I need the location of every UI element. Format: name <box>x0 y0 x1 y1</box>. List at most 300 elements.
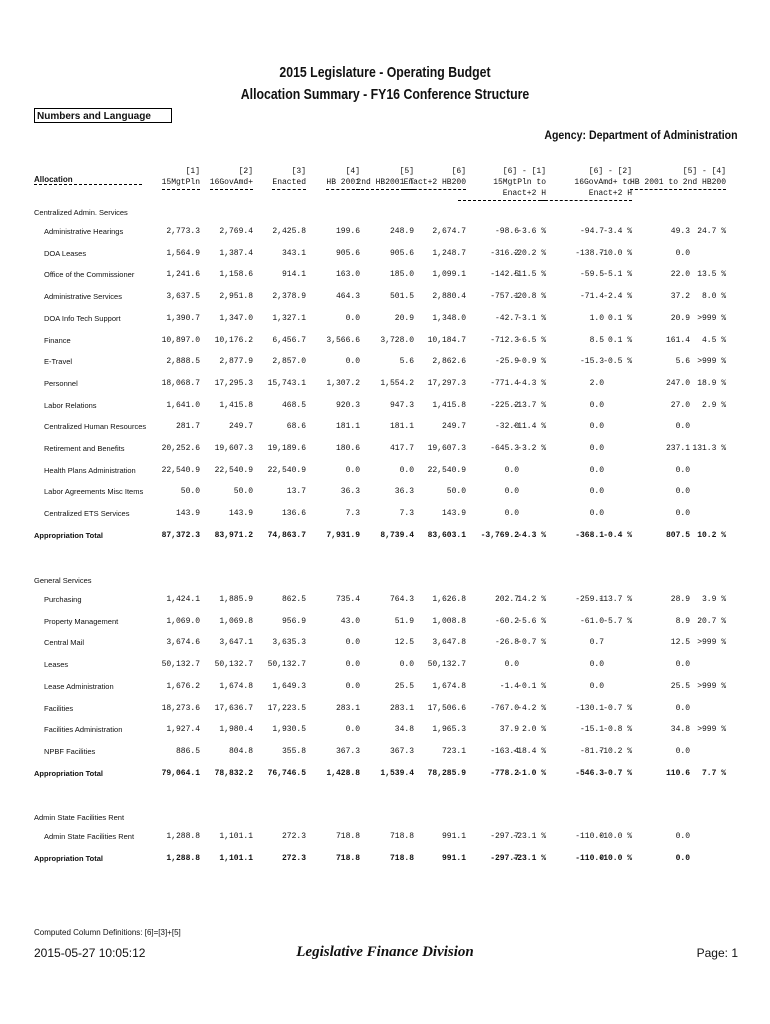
cell-value: -0.7 % <box>517 638 546 648</box>
cell-value: 1,927.4 <box>166 725 200 735</box>
cell-value: -110.0 <box>575 853 604 863</box>
cell-value: -757.1 <box>490 292 519 302</box>
column-title: 16GovAmd+ <box>210 177 253 190</box>
allocation-label: Administrative Services <box>44 292 122 302</box>
cell-value: 272.3 <box>281 832 306 841</box>
division-name: Legislative Finance Division <box>296 944 474 960</box>
cell-value: 3,647.1 <box>219 638 253 648</box>
column-title: 15MgtPln to Enact+2 H <box>458 177 546 201</box>
column-title: Enact+2 HB200 <box>404 177 466 190</box>
cell-value: 199.6 <box>335 227 360 236</box>
cell-value: 19,607.3 <box>214 444 253 453</box>
table-row <box>0 466 770 478</box>
cell-value: 50,132.7 <box>427 660 466 670</box>
cell-value: 1,069.0 <box>166 616 200 626</box>
cell-value: -297.7 <box>490 853 519 863</box>
cell-value: 1,649.3 <box>272 681 306 691</box>
cell-value: 18.9 % <box>697 378 726 388</box>
cell-value: 34.8 <box>394 725 414 735</box>
cell-value: 1,641.0 <box>166 400 200 410</box>
cell-value: 1,158.6 <box>219 270 253 280</box>
cell-value: 8,739.4 <box>380 530 414 540</box>
cell-value: 37.2 <box>670 292 690 302</box>
cell-value: 19,607.3 <box>427 444 466 453</box>
cell-value: 185.0 <box>389 270 414 280</box>
cell-value: -771.4 <box>490 378 519 388</box>
cell-value: 0.0 <box>589 509 604 519</box>
cell-value: 0.0 <box>589 660 604 670</box>
cell-value: -130.1 <box>575 703 604 713</box>
cell-value: 0.0 <box>589 487 604 497</box>
cell-value: 18,273.6 <box>161 703 200 713</box>
cell-value: 20.9 <box>670 313 690 323</box>
cell-value: 12.5 <box>394 638 414 648</box>
cell-value: 20,252.6 <box>161 444 200 453</box>
cell-value: 2,769.4 <box>219 227 253 236</box>
report-subtitle: Allocation Summary - FY16 Conference Structure <box>240 86 530 103</box>
cell-value: 143.9 <box>441 509 466 519</box>
cell-value: >999 % <box>697 725 726 735</box>
cell-value: 0.0 <box>589 465 604 475</box>
cell-value: 0.0 <box>675 703 690 713</box>
cell-value: 181.1 <box>335 422 360 432</box>
cell-value: 804.8 <box>228 746 253 756</box>
appropriation-total-row <box>0 769 770 781</box>
cell-value: 0.0 <box>504 465 519 475</box>
cell-value: -10.0 % <box>598 248 632 258</box>
table-row <box>0 704 770 716</box>
cell-value: -368.1 <box>575 530 604 540</box>
cell-value: 0.0 <box>675 465 690 475</box>
column-title: HB 2001 to 2nd HB200 <box>630 177 726 190</box>
column-number: [1] <box>185 167 200 176</box>
allocation-label: Retirement and Benefits <box>44 444 125 453</box>
cell-value: -1.0 % <box>517 768 546 778</box>
cell-value: 50,132.7 <box>214 660 253 670</box>
cell-value: 0.0 <box>345 465 360 475</box>
column-title: HB 2001 <box>326 177 360 190</box>
cell-value: 718.8 <box>389 832 414 841</box>
cell-value: 0.0 <box>345 313 360 323</box>
table-row <box>0 227 770 239</box>
cell-value: 2,674.7 <box>432 227 466 236</box>
cell-value: 20.7 % <box>697 616 726 626</box>
cell-value: 248.9 <box>389 227 414 236</box>
cell-value: 2,378.9 <box>272 292 306 302</box>
cell-value: 1,980.4 <box>219 725 253 735</box>
column-number: [6] <box>451 167 466 176</box>
cell-value: -0.9 % <box>517 357 546 367</box>
cell-value: 0.0 <box>504 660 519 670</box>
cell-value: 247.0 <box>665 378 690 388</box>
cell-value: 161.4 <box>665 335 690 345</box>
cell-value: -4.3 % <box>517 530 546 540</box>
cell-value: 2,880.4 <box>432 292 466 302</box>
cell-value: 1,428.8 <box>326 768 360 778</box>
total-label: Appropriation Total <box>34 768 104 778</box>
cell-value: -3.4 % <box>603 227 632 236</box>
cell-value: 7.7 % <box>701 768 726 778</box>
cell-value: -6.5 % <box>517 335 546 345</box>
cell-value: 87,372.3 <box>161 530 200 540</box>
cell-value: 2.9 % <box>701 400 726 410</box>
cell-value: 74,863.7 <box>267 530 306 540</box>
cell-value: 180.6 <box>335 444 360 453</box>
cell-value: -5.7 % <box>603 616 632 626</box>
cell-value: 807.5 <box>665 530 690 540</box>
cell-value: 15,743.1 <box>267 378 306 388</box>
cell-value: 2,857.0 <box>272 357 306 367</box>
cell-value: 2,773.3 <box>166 227 200 236</box>
cell-value: 1,101.1 <box>219 853 253 863</box>
cell-value: 1,288.8 <box>166 832 200 841</box>
cell-value: 83,971.2 <box>214 530 253 540</box>
total-label: Appropriation Total <box>34 530 104 540</box>
cell-value: -5.1 % <box>603 270 632 280</box>
cell-value: 862.5 <box>281 595 306 604</box>
cell-value: -4.2 % <box>517 703 546 713</box>
allocation-label: Health Plans Administration <box>44 465 136 475</box>
cell-value: >999 % <box>697 638 726 648</box>
cell-value: 1,564.9 <box>166 248 200 258</box>
cell-value: 272.3 <box>281 853 306 863</box>
cell-value: 3,635.3 <box>272 638 306 648</box>
cell-value: 1,554.2 <box>380 378 414 388</box>
section-header: Admin State Facilities Rent <box>34 813 125 822</box>
cell-value: 28.9 <box>670 595 690 604</box>
cell-value: -142.5 <box>490 270 519 280</box>
cell-value: -3.6 % <box>517 227 546 236</box>
cell-value: 3,637.5 <box>166 292 200 302</box>
cell-value: -225.2 <box>490 400 519 410</box>
cell-value: 1,930.5 <box>272 725 306 735</box>
column-number: [3] <box>291 167 306 176</box>
table-row <box>0 747 770 759</box>
cell-value: 281.7 <box>175 422 200 432</box>
cell-value: 0.0 <box>345 725 360 735</box>
cell-value: 22.0 <box>670 270 690 280</box>
cell-value: 22,540.9 <box>161 465 200 475</box>
cell-value: -5.6 % <box>517 616 546 626</box>
cell-value: 4.5 % <box>701 335 726 345</box>
cell-value: 19,189.6 <box>267 444 306 453</box>
cell-value: 7.3 <box>399 509 414 519</box>
cell-value: -2.4 % <box>603 292 632 302</box>
cell-value: -110.0 <box>575 832 604 841</box>
cell-value: 0.0 <box>675 660 690 670</box>
cell-value: -1.4 <box>499 681 519 691</box>
allocation-label: DOA Leases <box>44 248 87 258</box>
cell-value: 718.8 <box>335 832 360 841</box>
cell-value: 78,832.2 <box>214 768 253 778</box>
cell-value: -645.3 <box>490 444 519 453</box>
cell-value: 50,132.7 <box>161 660 200 670</box>
cell-value: -23.1 % <box>512 832 546 841</box>
page-number: Page: 1 <box>696 946 738 960</box>
cell-value: 2,425.8 <box>272 227 306 236</box>
cell-value: 13.5 % <box>697 270 726 280</box>
cell-value: -13.7 % <box>598 595 632 604</box>
cell-value: 3,728.0 <box>380 335 414 345</box>
cell-value: 110.6 <box>665 768 690 778</box>
cell-value: 1,008.8 <box>432 616 466 626</box>
cell-value: -10.0 % <box>598 853 632 863</box>
allocation-column-header: Allocation <box>34 175 142 185</box>
cell-value: 76,746.5 <box>267 768 306 778</box>
cell-value: -13.7 % <box>512 400 546 410</box>
cell-value: 0.0 <box>675 487 690 497</box>
cell-value: -32.0 <box>494 422 519 432</box>
cell-value: 3,647.8 <box>432 638 466 648</box>
cell-value: 17,636.7 <box>214 703 253 713</box>
cell-value: 2,862.6 <box>432 357 466 367</box>
cell-value: 1,885.9 <box>219 595 253 604</box>
cell-value: -71.4 <box>579 292 604 302</box>
cell-value: 50,132.7 <box>267 660 306 670</box>
table-row <box>0 660 770 672</box>
table-row <box>0 617 770 629</box>
cell-value: 237.1 <box>665 444 690 453</box>
cell-value: 5.6 <box>399 357 414 367</box>
cell-value: 905.6 <box>335 248 360 258</box>
column-title: 16GovAmd+ to Enact+2 H <box>540 177 632 201</box>
cell-value: -712.3 <box>490 335 519 345</box>
cell-value: 0.0 <box>345 638 360 648</box>
column-title: 2nd HB2001 T <box>356 177 414 190</box>
cell-value: 10,176.2 <box>214 335 253 345</box>
cell-value: 2,888.5 <box>166 357 200 367</box>
cell-value: 22,540.9 <box>427 465 466 475</box>
cell-value: 723.1 <box>441 746 466 756</box>
cell-value: -20.8 % <box>512 292 546 302</box>
cell-value: >999 % <box>697 357 726 367</box>
cell-value: -94.7 <box>579 227 604 236</box>
cell-value: 0.0 <box>504 487 519 497</box>
section-header: Centralized Admin. Services <box>34 208 128 217</box>
cell-value: -546.3 <box>575 768 604 778</box>
cell-value: 417.7 <box>389 444 414 453</box>
table-row <box>0 401 770 413</box>
cell-value: 43.0 <box>340 616 360 626</box>
allocation-label: Central Mail <box>44 638 85 648</box>
cell-value: 68.6 <box>286 422 306 432</box>
table-row <box>0 595 770 607</box>
allocation-label: Finance <box>44 335 71 345</box>
cell-value: -0.1 % <box>517 681 546 691</box>
cell-value: 20.9 <box>394 313 414 323</box>
cell-value: 914.1 <box>281 270 306 280</box>
table-row <box>0 357 770 369</box>
cell-value: 10,184.7 <box>427 335 466 345</box>
cell-value: 17,295.3 <box>214 378 253 388</box>
cell-value: 79,064.1 <box>161 768 200 778</box>
total-label: Appropriation Total <box>34 853 104 863</box>
cell-value: -11.5 % <box>512 270 546 280</box>
cell-value: -297.7 <box>490 832 519 841</box>
cell-value: 12.5 <box>670 638 690 648</box>
cell-value: 1,965.3 <box>432 725 466 735</box>
cell-value: -10.2 % <box>598 746 632 756</box>
cell-value: 37.9 <box>499 725 519 735</box>
cell-value: 8.5 <box>589 335 604 345</box>
table-row <box>0 832 770 844</box>
cell-value: 1,069.8 <box>219 616 253 626</box>
table-row <box>0 422 770 434</box>
cell-value: 2,951.8 <box>219 292 253 302</box>
cell-value: 0.0 <box>504 509 519 519</box>
cell-value: 283.1 <box>389 703 414 713</box>
cell-value: -60.2 <box>494 616 519 626</box>
cell-value: 0.0 <box>399 465 414 475</box>
cell-value: -0.8 % <box>603 725 632 735</box>
cell-value: 735.4 <box>335 595 360 604</box>
column-title: 15MgtPln <box>162 177 200 190</box>
table-row <box>0 682 770 694</box>
table-row <box>0 314 770 326</box>
cell-value: 1,390.7 <box>166 313 200 323</box>
cell-value: 17,506.6 <box>427 703 466 713</box>
cell-value: 2.0 % <box>521 725 546 735</box>
cell-value: 83,603.1 <box>427 530 466 540</box>
allocation-label: Centralized Human Resources <box>44 422 147 432</box>
cell-value: 249.7 <box>228 422 253 432</box>
table-row <box>0 336 770 348</box>
cell-value: 34.8 <box>670 725 690 735</box>
table-row <box>0 249 770 261</box>
cell-value: 8.0 % <box>701 292 726 302</box>
cell-value: 1,348.0 <box>432 313 466 323</box>
cell-value: 1,248.7 <box>432 248 466 258</box>
allocation-label: Property Management <box>44 616 119 626</box>
cell-value: 51.9 <box>394 616 414 626</box>
allocation-label: Facilities Administration <box>44 725 123 735</box>
allocation-label: Labor Agreements Misc Items <box>44 487 144 497</box>
cell-value: 0.0 <box>589 422 604 432</box>
cell-value: 131.3 % <box>692 444 726 453</box>
cell-value: 50.0 <box>180 487 200 497</box>
cell-value: -10.0 % <box>598 832 632 841</box>
cell-value: 181.1 <box>389 422 414 432</box>
cell-value: -98.6 <box>494 227 519 236</box>
cell-value: -26.8 <box>494 638 519 648</box>
cell-value: 0.1 % <box>607 335 632 345</box>
cell-value: 17,297.3 <box>427 378 466 388</box>
cell-value: 886.5 <box>175 746 200 756</box>
cell-value: 0.0 <box>589 400 604 410</box>
cell-value: 27.0 <box>670 400 690 410</box>
cell-value: 0.0 <box>345 681 360 691</box>
cell-value: 25.5 <box>394 681 414 691</box>
cell-value: -259.1 <box>575 595 604 604</box>
cell-value: 0.0 <box>675 746 690 756</box>
cell-value: -42.7 <box>494 313 519 323</box>
cell-value: 764.3 <box>389 595 414 604</box>
cell-value: -3.2 % <box>517 444 546 453</box>
cell-value: -767.0 <box>490 703 519 713</box>
cell-value: 1,307.2 <box>326 378 360 388</box>
cell-value: 49.3 <box>670 227 690 236</box>
cell-value: 3,566.6 <box>326 335 360 345</box>
cell-value: 501.5 <box>389 292 414 302</box>
cell-value: 18,068.7 <box>161 378 200 388</box>
table-row <box>0 638 770 650</box>
cell-value: 143.9 <box>228 509 253 519</box>
cell-value: -778.2 <box>490 768 519 778</box>
cell-value: 283.1 <box>335 703 360 713</box>
cell-value: 1,674.8 <box>219 681 253 691</box>
cell-value: 0.0 <box>675 832 690 841</box>
cell-value: 2,877.9 <box>219 357 253 367</box>
cell-value: 1,241.6 <box>166 270 200 280</box>
table-row <box>0 379 770 391</box>
cell-value: 36.3 <box>394 487 414 497</box>
cell-value: 22,540.9 <box>214 465 253 475</box>
cell-value: -3,769.2 <box>480 530 519 540</box>
cell-value: -3.1 % <box>517 313 546 323</box>
cell-value: 0.0 <box>675 422 690 432</box>
table-row <box>0 509 770 521</box>
cell-value: 136.6 <box>281 509 306 519</box>
cell-value: -0.4 % <box>603 530 632 540</box>
allocation-label: Personnel <box>44 378 78 388</box>
cell-value: 22,540.9 <box>267 465 306 475</box>
cell-value: 1,539.4 <box>380 768 414 778</box>
allocation-label: Office of the Commissioner <box>44 270 135 280</box>
allocation-label: NPBF Facilities <box>44 746 96 756</box>
cell-value: 1,626.8 <box>432 595 466 604</box>
allocation-label: Facilities <box>44 703 74 713</box>
appropriation-total-row <box>0 854 770 866</box>
cell-value: 468.5 <box>281 400 306 410</box>
cell-value: 202.7 <box>494 595 519 604</box>
allocation-label: Admin State Facilities Rent <box>44 832 135 841</box>
cell-value: 355.8 <box>281 746 306 756</box>
numbers-and-language-box: Numbers and Language <box>34 108 172 123</box>
cell-value: 1,674.8 <box>432 681 466 691</box>
cell-value: -0.7 % <box>603 703 632 713</box>
column-number: [6] - [1] <box>502 167 546 176</box>
cell-value: 343.1 <box>281 248 306 258</box>
cell-value: 78,285.9 <box>427 768 466 778</box>
cell-value: -316.2 <box>490 248 519 258</box>
column-number: [2] <box>238 167 253 176</box>
appropriation-total-row <box>0 531 770 543</box>
allocation-label: Administrative Hearings <box>44 227 124 236</box>
cell-value: 1.0 <box>589 313 604 323</box>
cell-value: 0.0 <box>399 660 414 670</box>
cell-value: -23.1 % <box>512 853 546 863</box>
cell-value: >999 % <box>697 313 726 323</box>
cell-value: 3.9 % <box>701 595 726 604</box>
cell-value: 7,931.9 <box>326 530 360 540</box>
cell-value: 249.7 <box>441 422 466 432</box>
cell-value: 5.6 <box>675 357 690 367</box>
cell-value: 718.8 <box>335 853 360 863</box>
cell-value: 7.3 <box>345 509 360 519</box>
cell-value: 50.0 <box>233 487 253 497</box>
report-timestamp: 2015-05-27 10:05:12 <box>34 946 146 960</box>
cell-value: -20.2 % <box>512 248 546 258</box>
cell-value: 0.0 <box>345 660 360 670</box>
cell-value: 956.9 <box>281 616 306 626</box>
cell-value: 6,456.7 <box>272 335 306 345</box>
allocation-label: Labor Relations <box>44 400 97 410</box>
allocation-label: E-Travel <box>44 357 73 367</box>
table-row <box>0 270 770 282</box>
column-number: [6] - [2] <box>588 167 632 176</box>
table-row <box>0 292 770 304</box>
agency-label: Agency: Department of Administration <box>544 128 738 142</box>
